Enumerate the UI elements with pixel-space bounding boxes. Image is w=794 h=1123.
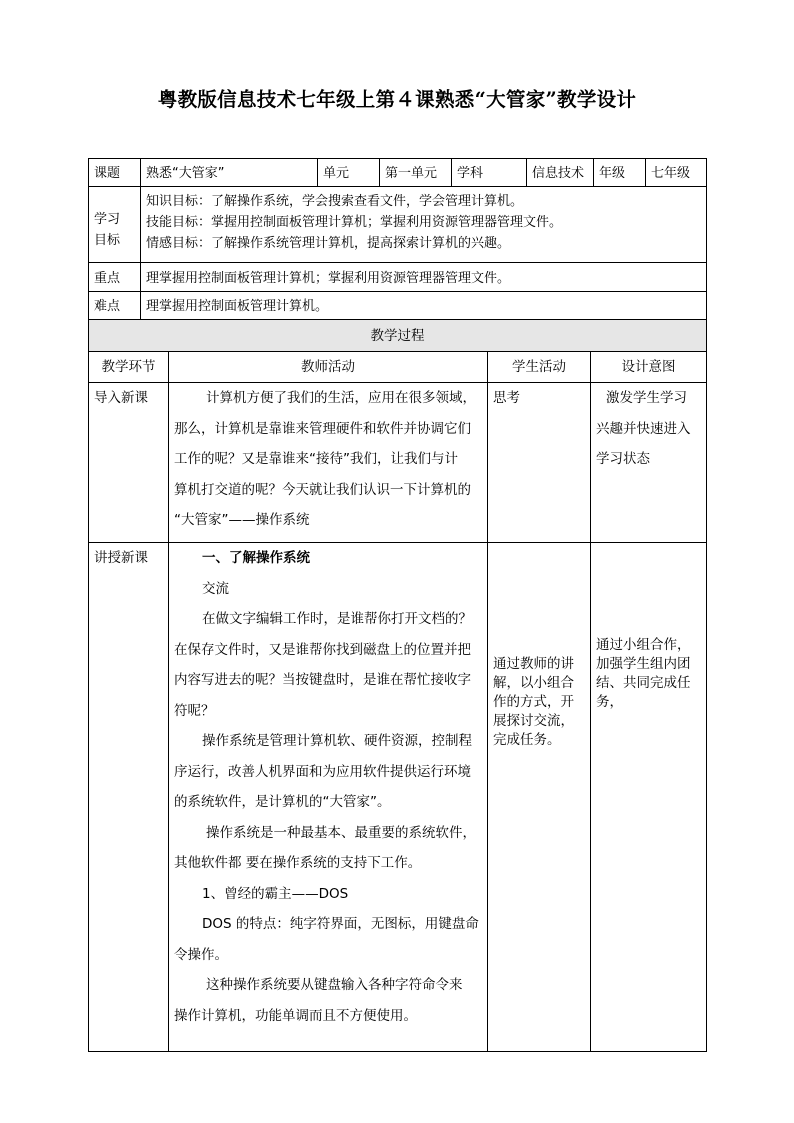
objectives-label: 学习目标 <box>94 212 121 248</box>
page-title: 粤教版信息技术七年级上第４课熟悉“大管家”教学设计 <box>157 88 637 111</box>
row2-teacher-line: 的系统软件，是计算机的“大管家”。 <box>174 794 391 810</box>
row2-teacher-line: 1、曾经的霸主——DOS <box>202 885 349 902</box>
row2-stage: 讲授新课 <box>88 542 169 1052</box>
row1-intent-line: 学习状态 <box>596 451 650 467</box>
grade-label: 年级 <box>593 158 646 187</box>
row1-intent-line: 激发学生学习 <box>606 390 687 406</box>
row1-teacher-line: 算机打交道的呢？今天就让我们认识一下计算机的 <box>174 481 471 498</box>
col-header-intent: 设计意图 <box>590 351 707 383</box>
row2-intent-line: 结、共同完成任 <box>596 675 691 691</box>
row2-student-line: 作的方式，开 <box>493 694 574 710</box>
subject-value: 信息技术 <box>526 158 594 187</box>
objectives-cell <box>140 186 707 263</box>
row1-teacher-line: 工作的呢？又是靠谁来“接待”我们，让我们与计 <box>174 451 458 467</box>
col-header-student: 学生活动 <box>487 351 591 383</box>
section-heading: 一、了解操作系统 <box>202 550 310 566</box>
row2-teacher-line: 操作系统是管理计算机软、硬件资源，控制程 <box>202 733 472 749</box>
row2-student-line: 解，以小组合 <box>493 675 574 691</box>
row1-student: 思考 <box>487 382 591 543</box>
row2-intent-line: 务， <box>596 694 623 710</box>
row1-teacher-line: “大管家”——操作系统 <box>174 512 310 528</box>
row1-teacher-line: 计算机方便了我们的生活，应用在很多领域， <box>206 390 476 406</box>
objective-emotion: 情感目标：了解操作系统管理计算机，提高探索计算机的兴趣。 <box>146 236 511 251</box>
row2-intent-line: 加强学生组内团 <box>596 656 691 672</box>
topic-label: 课题 <box>88 158 141 187</box>
row2-teacher-line: 操作系统是一种最基本、最重要的系统软件， <box>206 824 476 841</box>
unit-value: 第一单元 <box>379 158 452 187</box>
objectives-label-cell <box>88 186 141 263</box>
objective-knowledge: 知识目标：了解操作系统，学会搜索查看文件，学会管理计算机。 <box>146 194 524 209</box>
row1-intent-line: 兴趣并快速进入 <box>596 420 691 437</box>
row2-teacher <box>168 542 488 1052</box>
row2-teacher-line: 其他软件都 要在操作系统的支持下工作。 <box>174 855 422 871</box>
row2-intent <box>590 542 707 1052</box>
row1-stage: 导入新课 <box>88 382 169 543</box>
row2-teacher-line: 在做文字编辑工作时，是谁帮你打开文档的？ <box>202 611 472 627</box>
process-header: 教学过程 <box>88 319 707 352</box>
unit-label: 单元 <box>317 158 380 187</box>
row2-teacher-line: 序运行，改善人机界面和为应用软件提供运行环境 <box>174 763 471 780</box>
row2-student <box>487 542 591 1052</box>
row2-teacher-line: 操作计算机，功能单调而且不方便使用。 <box>174 1007 417 1024</box>
subject-label: 学科 <box>451 158 527 187</box>
topic-value: 熟悉“大管家” <box>140 158 318 187</box>
row2-student-line: 展探讨交流， <box>493 713 574 729</box>
row2-teacher-line: 这种操作系统要从键盘输入各种字符命令来 <box>206 977 463 993</box>
col-header-stage: 教学环节 <box>88 351 169 383</box>
row2-teacher-line: 交流 <box>202 580 229 597</box>
row2-student-line: 通过教师的讲 <box>493 656 574 672</box>
row2-student-line: 完成任务。 <box>493 732 561 748</box>
row2-teacher-line: 符呢？ <box>174 702 215 719</box>
difficulties-text: 理掌握用控制面板管理计算机。 <box>140 291 707 320</box>
col-header-teacher: 教师活动 <box>168 351 488 383</box>
row1-teacher <box>168 382 488 543</box>
row1-intent <box>590 382 707 543</box>
row2-teacher-line: 令操作。 <box>174 946 228 963</box>
objective-skill: 技能目标：掌握用控制面板管理计算机；掌握利用资源管理器管理文件。 <box>146 215 563 230</box>
row2-intent-line: 通过小组合作， <box>596 637 691 653</box>
row2-teacher-line: DOS 的特点：纯字符界面，无图标，用键盘命 <box>202 916 479 932</box>
grade-value: 七年级 <box>645 158 707 187</box>
difficulties-label: 难点 <box>88 291 141 320</box>
keypoints-label: 重点 <box>88 262 141 292</box>
row2-teacher-line: 在保存文件时，又是谁帮你找到磁盘上的位置并把 <box>174 641 471 658</box>
row2-teacher-line: 内容写进去的呢？当按键盘时，是谁在帮忙接收字 <box>174 672 471 688</box>
keypoints-text: 理掌握用控制面板管理计算机；掌握利用资源管理器管理文件。 <box>140 262 707 292</box>
row1-teacher-line: 那么，计算机是靠谁来管理硬件和软件并协调它们 <box>174 420 471 437</box>
